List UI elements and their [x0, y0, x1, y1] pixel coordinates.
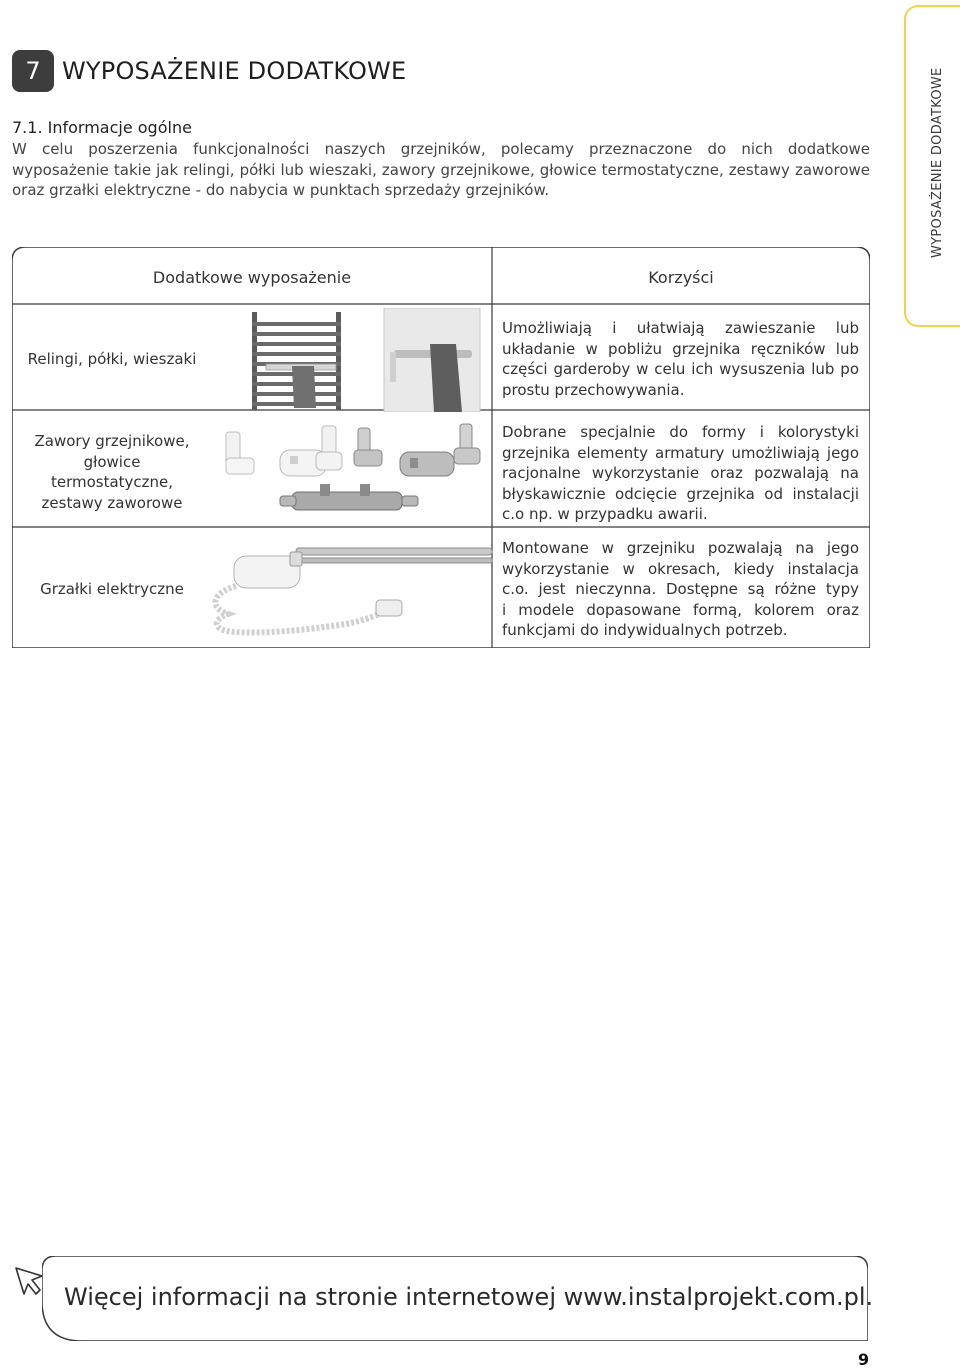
- intro-paragraph: [12, 139, 870, 201]
- valves-and-thermostatic-heads-photo: [220, 418, 490, 520]
- row-name-line: głowice: [83, 452, 141, 471]
- table-header-benefits: Korzyści: [648, 268, 714, 287]
- benefit-text: [502, 538, 859, 641]
- benefit-line: Dobrane specjalnie do formy i kolorystyki: [502, 423, 859, 441]
- benefit-line: układanie w pobliżu grzejnika ręczników lub: [502, 339, 859, 358]
- page-number: 9: [858, 1350, 870, 1369]
- cursor-arrow-icon: [10, 1262, 50, 1302]
- table-header-equipment: Dodatkowe wyposażenie: [152, 268, 352, 287]
- row-name: Grzałki elektryczne: [40, 580, 184, 598]
- row-name-line: Zawory grzejnikowe,: [34, 432, 190, 450]
- benefit-line: racjonalne wykorzystanie oraz pozwalają na: [502, 464, 859, 482]
- section-title: WYPOSAŻENIE DODATKOWE: [62, 57, 407, 85]
- towel-rail-and-shelf-photo: [244, 308, 484, 412]
- benefit-line: c.o. jest nieczynna. Dostępne są różne typy: [502, 580, 859, 598]
- benefit-text: [502, 422, 859, 525]
- row-name: [12, 431, 212, 513]
- row-name-line: termostatyczne,: [50, 473, 174, 491]
- intro-line: oraz grzałki elektryczne - do nabycia w punktach sprzedaży grzejników.: [12, 181, 550, 199]
- intro-line: wyposażenie takie jak relingi, półki lub wieszaki, zawory grzejnikowe, głowice termostatyczne, zestawy zaworowe: [12, 160, 870, 179]
- benefit-line: funkcjami do indywidualnych potrzeb.: [502, 621, 788, 639]
- benefit-line: c.o np. w przypadku awarii.: [502, 505, 708, 523]
- benefit-line: Montowane w grzejniku pozwalają na jego: [502, 539, 859, 557]
- benefit-line: i modele dopasowane formą, kolorem oraz: [502, 600, 859, 619]
- side-tab-label: WYPOSAŻENIE DODATKOWE: [930, 67, 945, 258]
- benefit-line: błyskawicznie odcięcie grzejnika od instalacji: [502, 484, 859, 503]
- row-name-line: zestawy zaworowe: [41, 493, 183, 512]
- benefit-line: części garderoby w celu ich wysuszenia lub po: [502, 360, 859, 378]
- benefit-line: grzejnika elementy armatury umożliwiają jego: [502, 443, 859, 462]
- benefit-text: [502, 318, 859, 400]
- benefit-line: Umożliwiają i ułatwiają zawieszanie lub: [502, 319, 859, 337]
- row-name: Relingi, półki, wieszaki: [27, 350, 197, 368]
- electric-heater-element-photo: [206, 534, 496, 642]
- section-number-badge: 7: [12, 50, 54, 92]
- footer-link-text[interactable]: Więcej informacji na stronie internetowej www.instalprojekt.com.pl.: [64, 1283, 874, 1311]
- benefit-line: prostu przechowywania.: [502, 380, 685, 399]
- benefit-line: wykorzystanie w okresach, kiedy instalacja: [502, 559, 859, 578]
- subsection-title: 7.1. Informacje ogólne: [12, 118, 192, 137]
- intro-line: W celu poszerzenia funkcjonalności naszych grzejników, polecamy przeznaczone do nich dodatkowe: [12, 140, 870, 158]
